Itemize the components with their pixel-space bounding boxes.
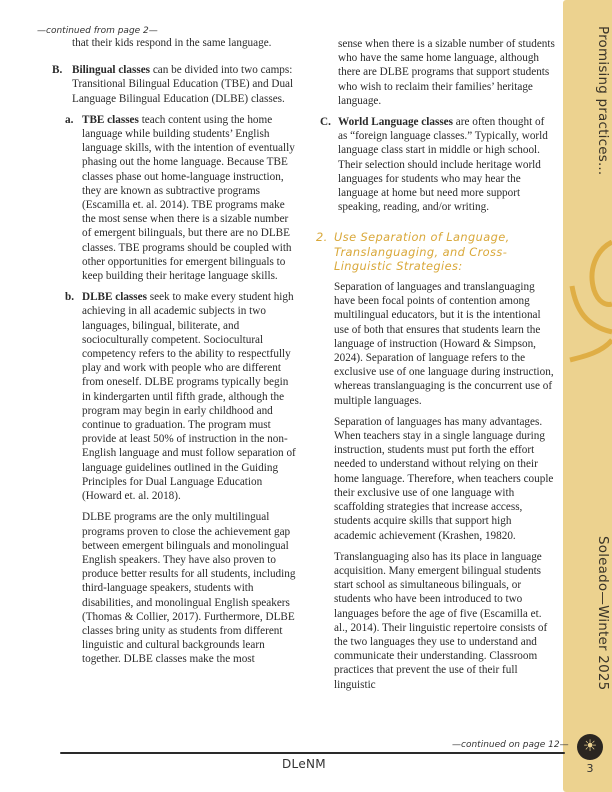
right-column (316, 37, 556, 692)
heading-number: 2. (316, 230, 328, 245)
term: DLBE classes (82, 291, 147, 304)
section-heading (316, 230, 534, 273)
list-item-tbe-classes (38, 113, 296, 283)
item-text: teach content using the home language while building students’ English language skills, with the intention of eventually phasing out the home language. Because TBE classes phase out home-language instruction, they are known as subtractive programs (Escamilla et. al. 2014). TBE programs make the most sense when there is a sizable number of emergent bilinguals, but there are no DLBE classes. TBE programs should be coupled with other opportunities for emergent bilinguals to keep building their heritage language skills. (82, 113, 295, 283)
paragraph: DLBE programs are the only multilingual programs proven to close the achievement gap between emergent bilinguals and monolingual English speakers. They have also proven to produce better results for all students, including third-language speakers, students with disabilities, and monolingual English speakers (Thomas & Collier, 2017). Furthermore, DLBE classes bring unity as students from different linguistic and cultural backgrounds learn together. DLBE classes make the most (82, 511, 296, 666)
footer-rule (60, 752, 565, 754)
page-number: 3 (586, 762, 594, 775)
item-text: seek to make every student high achieving in all academic subjects in two languages, bilingual, biliterate, and socioculturally competent. Sociocultural competency refers to the ability to respectfully play and work with people who are different from oneself. DLBE programs typically begin in kindergarten until fifth grade, although the program may begin in early childhood and continue to graduation. The program must provide at least 50% of instruction in the non-English language and must follow separation of language guidelines outlined in the Guiding Principles for Dual Language Education (Howard et. al. 2018). (82, 291, 296, 503)
continued-from-note: —continued from page 2— (37, 26, 158, 36)
intro-line: that their kids respond in the same language. (72, 37, 272, 49)
heading-text: Use Separation of Language, Translanguaging, and Cross-Linguistic Strategies: (334, 230, 510, 273)
carry-over-paragraph: sense when there is a sizable number of students who have the same home language, although there are DLBE programs that support students who wish to reclaim their families’ heritage language. (338, 38, 555, 107)
list-label: B. (52, 64, 63, 77)
item-text: can be divided into two camps: Transitional Bilingual Education (TBE) and Dual Language Bilingual Education (DLBE) classes. (72, 64, 294, 105)
left-column (38, 36, 308, 667)
list-item-dlbe-classes (38, 290, 296, 503)
item-text: are often thought of as “foreign language classes.” Typically, world language class start in middle or high school. Their selection should include heritage world languages for students who may hear the language at home but need more support speaking, reading, and/or writing. (338, 116, 548, 214)
term: TBE classes (82, 113, 139, 126)
term: Bilingual classes (72, 64, 151, 77)
continued-on-note[interactable]: —continued on page 12— (452, 740, 569, 750)
issue-label: Soleado—Winter 2025 (595, 536, 611, 691)
section-title: Promising practices... (595, 26, 611, 176)
list-item-bilingual-classes (38, 63, 308, 106)
list-item-world-language (320, 115, 556, 214)
term: World Language classes (338, 116, 453, 129)
list-label: b. (65, 291, 75, 304)
paragraph: Separation of languages has many advantages. When teachers stay in a single language during instruction, students must put forth the effort needed to understand without relying on their home language. Therefore, when teachers couple their exclusive use of one language with scaffolding strategies that increase access, students acquire skills that support high academic achievement (Krashen, 19820. (334, 415, 554, 542)
list-label: C. (320, 116, 331, 129)
publisher-name: DLeNM (282, 757, 326, 771)
paragraph: Translanguaging also has its place in language acquisition. Many emergent bilingual students start school as simultaneous bilinguals, or students who have been introduced to two languages before the age of five (Escamilla et. al., 2014). Their linguistic repertoire consists of the two languages they use to understand and communicate their understanding. Classroom practices that prevent the use of their full linguistic (334, 550, 548, 691)
sun-spiral-icon: ☀ (577, 734, 603, 760)
paragraph: Separation of languages and translanguaging have been focal points of contention among multilingual educators, but it is the intentional use of both that ensures that students learn the language of instruction (Howard & Simpson, 2024). Separation of language refers to the exclusive use of one language during instruction, whereas translanguaging is the concurrent use of multiple languages. (334, 281, 554, 407)
decorative-swirl-icon (566, 240, 612, 370)
list-label: a. (65, 113, 74, 126)
